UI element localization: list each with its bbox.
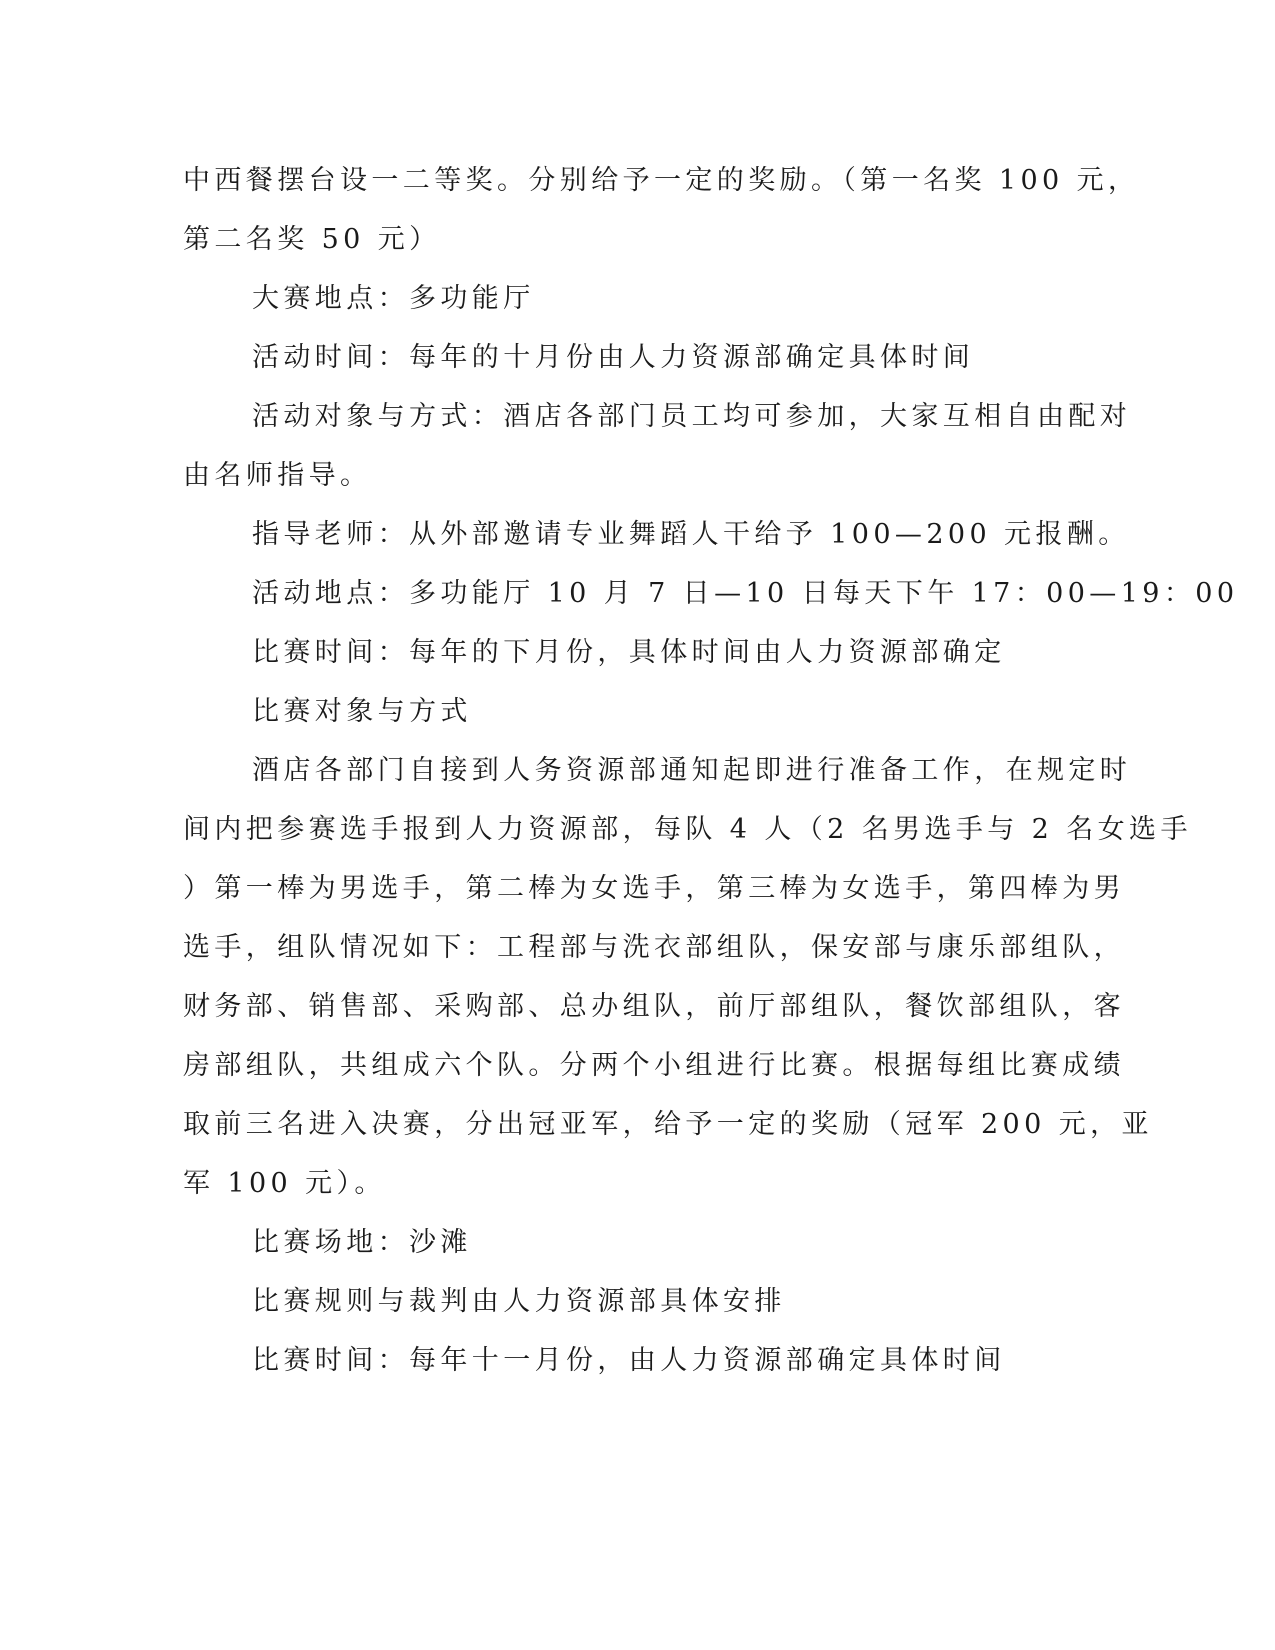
- rules-line: 比赛规则与裁判由人力资源部具体安排: [252, 1286, 786, 1317]
- competition-method-line-3: ）第一棒为男选手，第二棒为女选手，第三棒为女选手，第四棒为男: [183, 873, 1125, 904]
- instructor-line: 指导老师：从外部邀请专业舞蹈人干给予 100—200 元报酬。: [252, 519, 1130, 550]
- competition-method-heading: 比赛对象与方式: [252, 696, 472, 727]
- activity-target-line-2: 由名师指导。: [183, 460, 372, 491]
- award-line-2: 第二名奖 50 元）: [183, 224, 441, 255]
- competition-time-line-2: 比赛时间：每年十一月份，由人力资源部确定具体时间: [252, 1345, 1006, 1376]
- competition-venue-line: 比赛场地：沙滩: [252, 1227, 472, 1258]
- competition-method-line-5: 财务部、销售部、采购部、总办组队，前厅部组队，餐饮部组队，客: [183, 991, 1125, 1022]
- competition-method-line-7: 取前三名进入决赛，分出冠亚军，给予一定的奖励（冠军 200 元，亚: [183, 1109, 1153, 1140]
- competition-method-line-4: 选手，组队情况如下：工程部与洗衣部组队，保安部与康乐部组队，: [183, 932, 1125, 963]
- competition-method-line-2: 间内把参赛选手报到人力资源部，每队 4 人（2 名男选手与 2 名女选手: [183, 814, 1192, 845]
- activity-location-line: 活动地点：多功能厅 10 月 7 日—10 日每天下午 17：00—19：00: [252, 578, 1239, 609]
- activity-time-line: 活动时间：每年的十月份由人力资源部确定具体时间: [252, 342, 975, 373]
- competition-method-line-8: 军 100 元）。: [183, 1168, 386, 1199]
- competition-method-line-6: 房部组队，共组成六个队。分两个小组进行比赛。根据每组比赛成绩: [183, 1050, 1125, 1081]
- venue-line: 大赛地点：多功能厅: [252, 283, 535, 314]
- activity-target-line-1: 活动对象与方式：酒店各部门员工均可参加，大家互相自由配对: [252, 401, 1132, 432]
- award-line-1: 中西餐摆台设一二等奖。分别给予一定的奖励。（第一名奖 100 元，: [183, 165, 1140, 196]
- competition-method-line-1: 酒店各部门自接到人务资源部通知起即进行准备工作，在规定时: [252, 755, 1132, 786]
- competition-time-line: 比赛时间：每年的下月份，具体时间由人力资源部确定: [252, 637, 1006, 668]
